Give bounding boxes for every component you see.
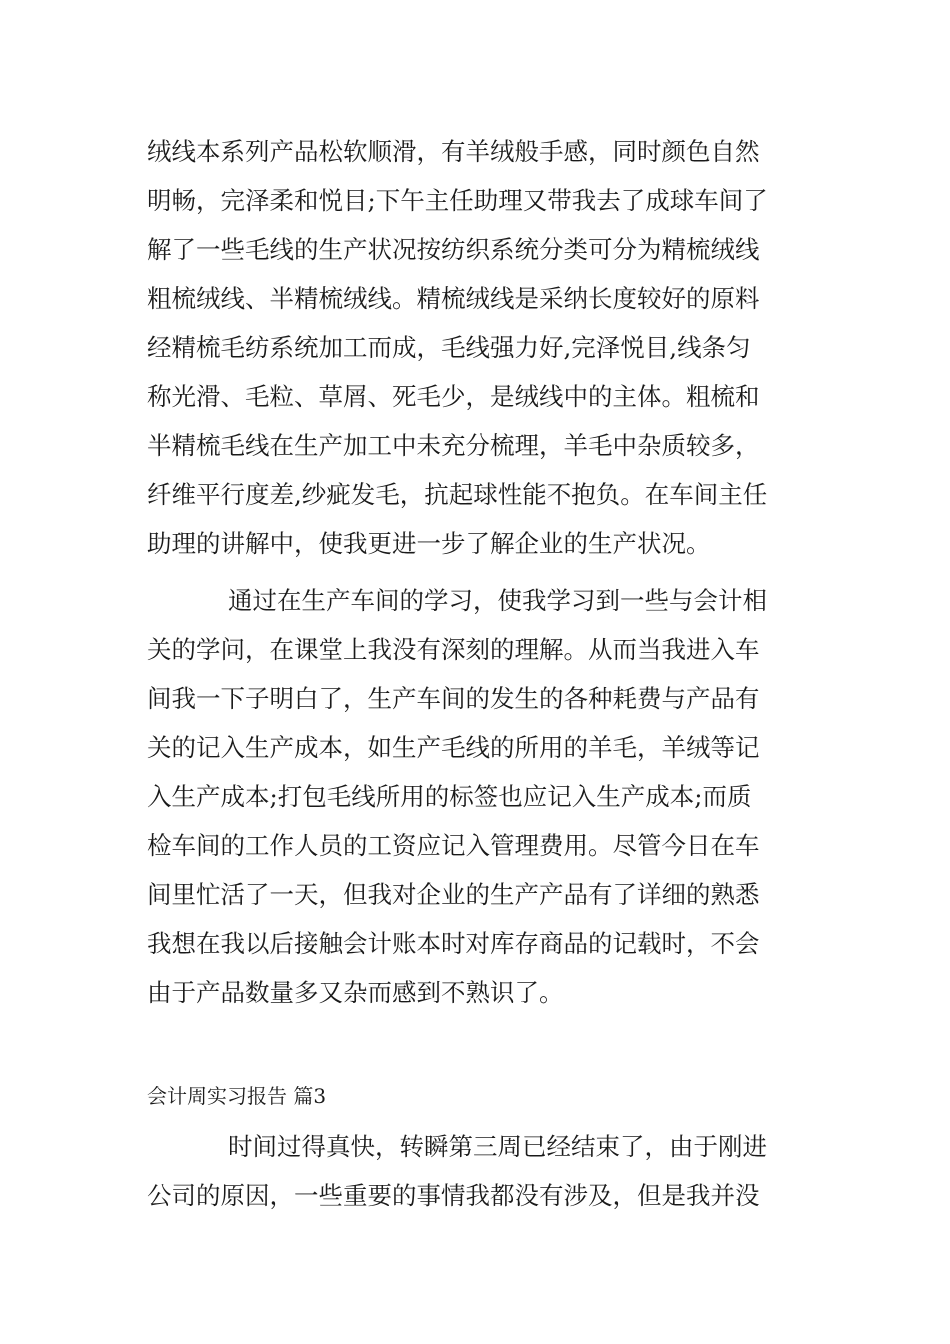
paragraph-line: 明畅，完泽柔和悦目;下午主任助理又带我去了成球车间了 bbox=[147, 186, 768, 215]
paragraph-line: 关的学问，在课堂上我没有深刻的理解。从而当我进入车 bbox=[147, 635, 760, 664]
paragraph-line: 半精梳毛线在生产加工中未充分梳理，羊毛中杂质较多， bbox=[147, 431, 760, 460]
paragraph-line: 关的记入生产成本，如生产毛线的所用的羊毛，羊绒等记 bbox=[147, 733, 760, 762]
paragraph-line: 纤维平行度差,纱疵发毛，抗起球性能不抱负。在车间主任 bbox=[147, 480, 768, 509]
paragraph-line: 称光滑、毛粒、草屑、死毛少，是绒线中的主体。粗梳和 bbox=[147, 382, 760, 411]
paragraph-line: 绒线本系列产品松软顺滑，有羊绒般手感，同时颜色自然 bbox=[147, 137, 760, 166]
paragraph-line: 粗梳绒线、半精梳绒线。精梳绒线是采纳长度较好的原料 bbox=[147, 284, 760, 313]
paragraph-line: 解了一些毛线的生产状况按纺织系统分类可分为精梳绒线 bbox=[147, 235, 760, 264]
paragraph-line: 入生产成本;打包毛线所用的标签也应记入生产成本;而质 bbox=[147, 782, 752, 811]
paragraph-first-line: 通过在生产车间的学习，使我学习到一些与会计相 bbox=[228, 586, 767, 615]
paragraph-line: 由于产品数量多又杂而感到不熟识了。 bbox=[147, 978, 564, 1007]
section-heading: 会计周实习报告 篇3 bbox=[147, 1084, 327, 1108]
paragraph-line: 我想在我以后接触会计账本时对库存商品的记载时，不会 bbox=[147, 929, 760, 958]
paragraph-line: 助理的讲解中，使我更进一步了解企业的生产状况。 bbox=[147, 529, 711, 558]
paragraph-line: 间我一下子明白了，生产车间的发生的各种耗费与产品有 bbox=[147, 684, 760, 713]
paragraph-line: 检车间的工作人员的工资应记入管理费用。尽管今日在车 bbox=[147, 831, 760, 860]
paragraph-first-line: 时间过得真快，转瞬第三周已经结束了，由于刚进 bbox=[228, 1132, 767, 1161]
paragraph-line: 公司的原因，一些重要的事情我都没有涉及，但是我并没 bbox=[147, 1181, 760, 1210]
paragraph-line: 经精梳毛纺系统加工而成，毛线强力好,完泽悦目,线条匀 bbox=[147, 333, 751, 362]
paragraph-line: 间里忙活了一天，但我对企业的生产产品有了详细的熟悉 bbox=[147, 880, 760, 909]
